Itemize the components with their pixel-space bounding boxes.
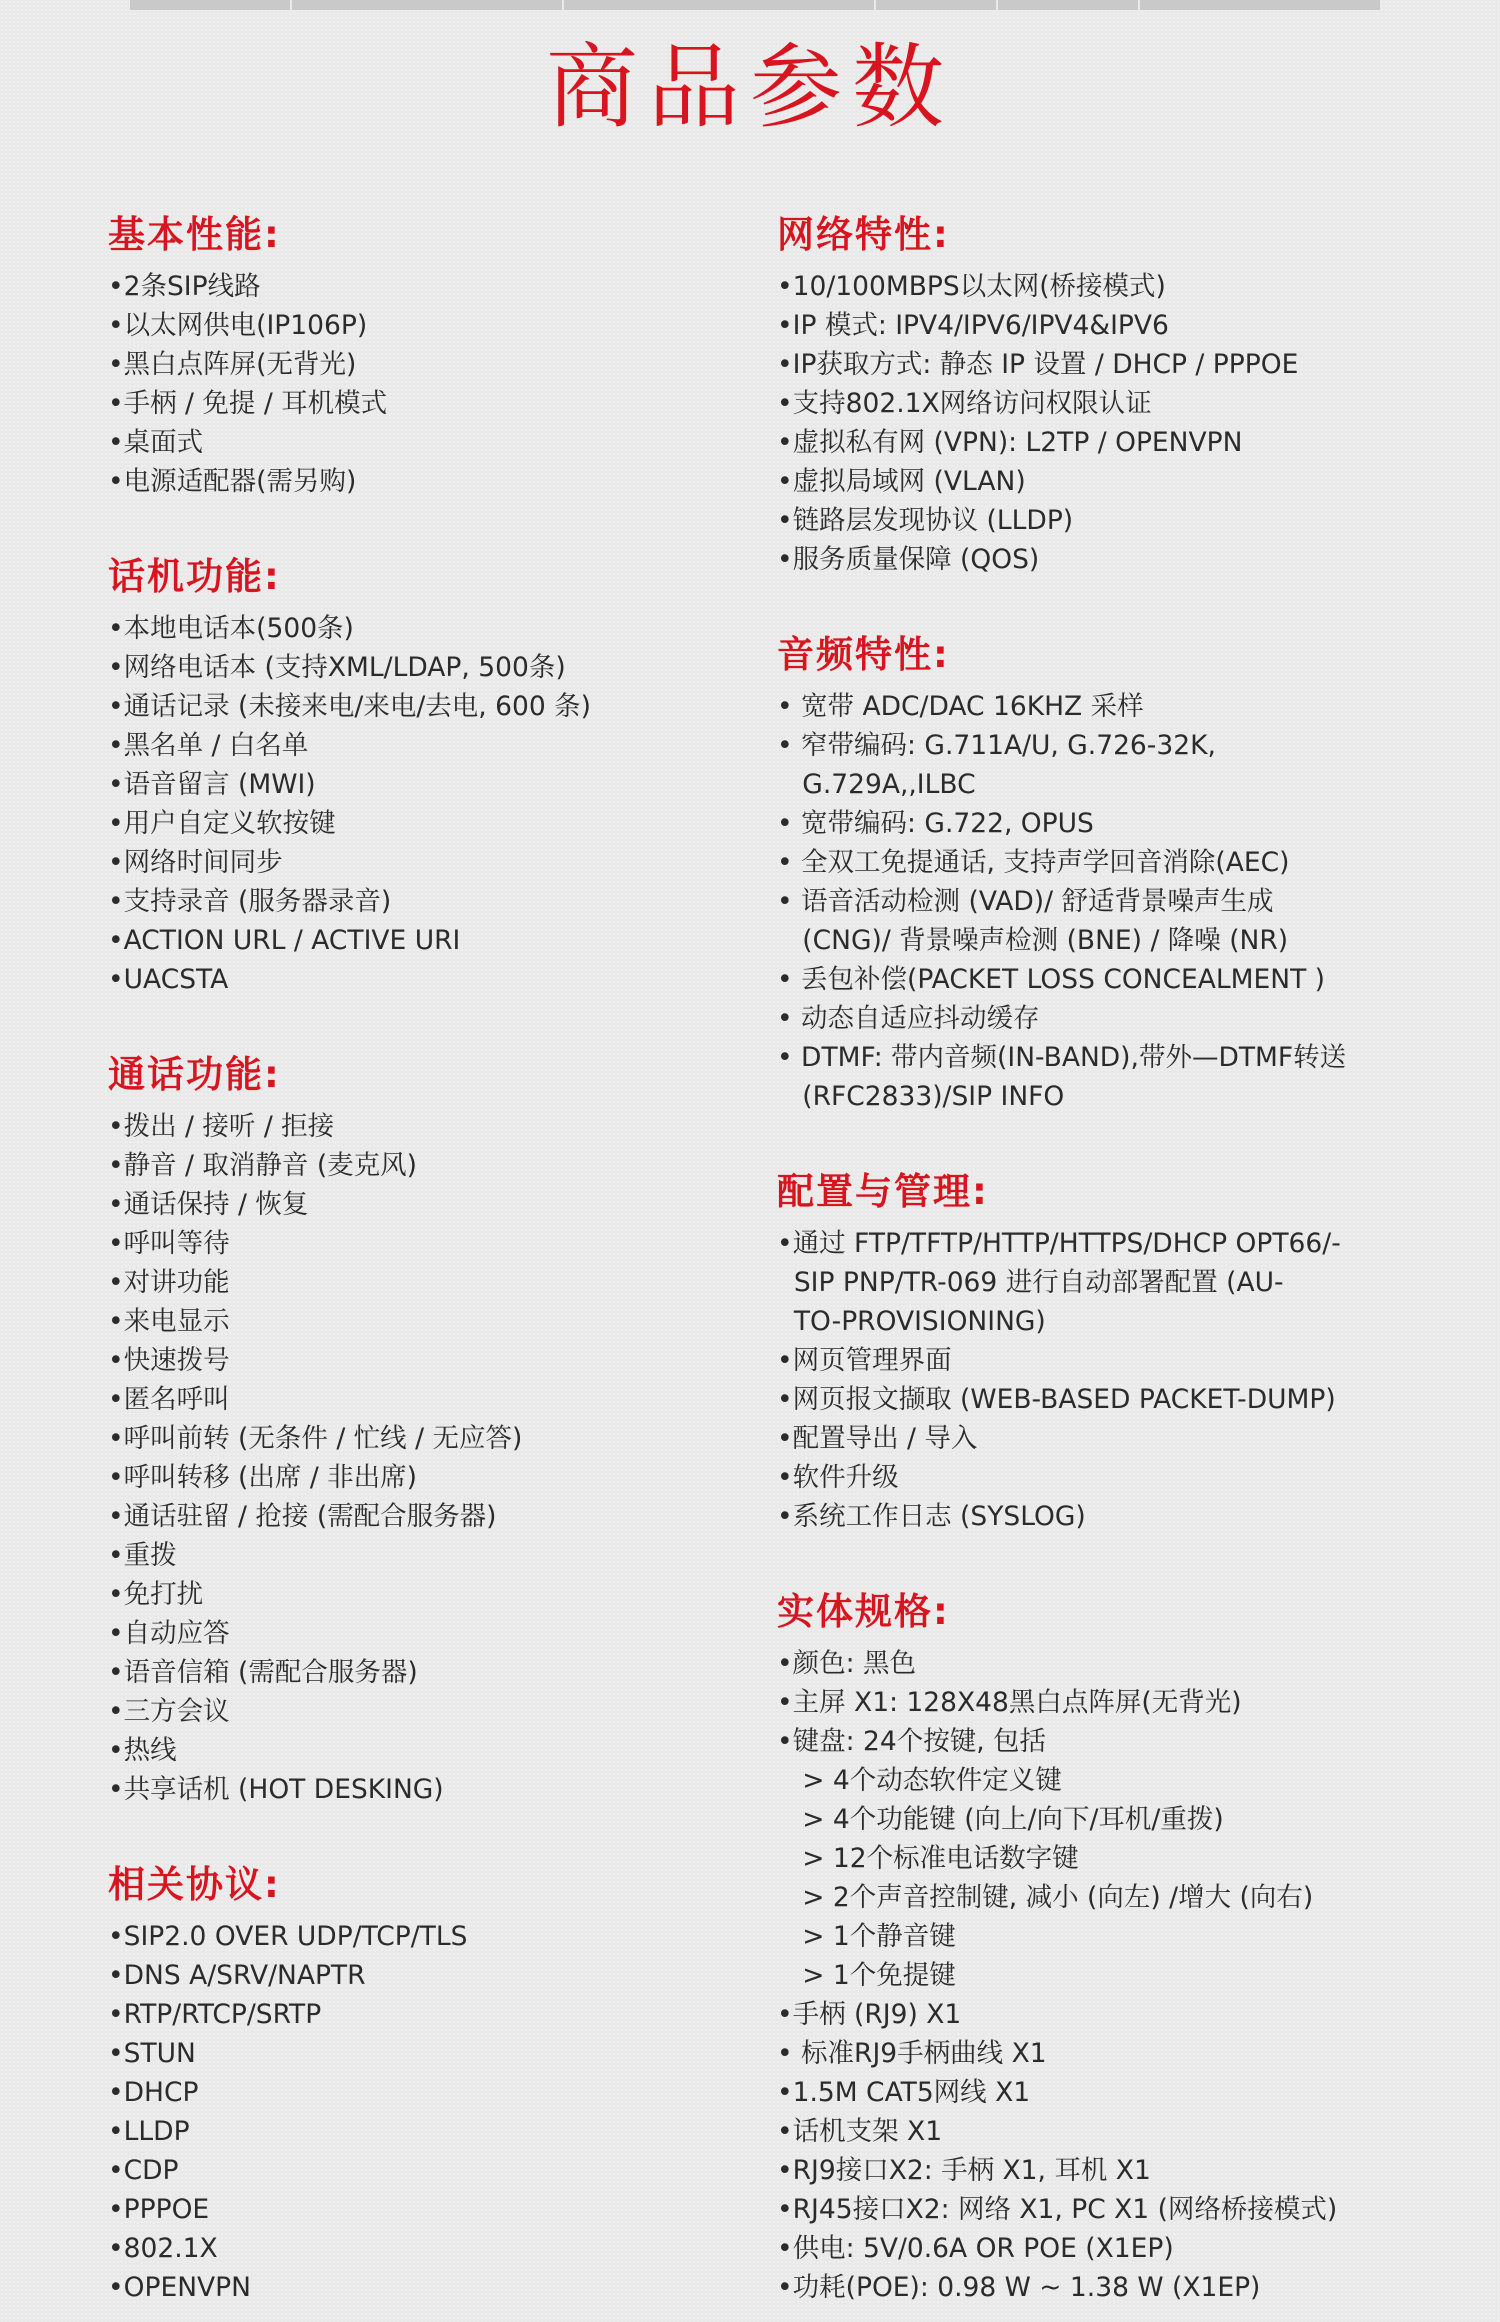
- spec-item: • 窄带编码: G.711A/U, G.726-32K,: [777, 730, 1216, 761]
- top-bar-segment: [130, 0, 290, 10]
- spec-item: •免打扰: [108, 1579, 204, 1610]
- spec-item: •SIP2.0 OVER UDP/TCP/TLS: [108, 1921, 468, 1952]
- spec-item: > 12个标准电话数字键: [777, 1843, 1079, 1874]
- spec-item: •通话记录 (未接来电/来电/去电, 600 条): [108, 691, 591, 722]
- spec-item: •桌面式: [108, 427, 204, 458]
- spec-item: SIP PNP/TR-069 进行自动部署配置 (AU-: [777, 1267, 1284, 1298]
- section-spacer: [777, 579, 1477, 625]
- spec-item: •呼叫转移 (出席 / 非出席): [108, 1462, 418, 1493]
- spec-item: •ACTION URL / ACTIVE URI: [108, 925, 461, 956]
- spec-item: •10/100MBPS以太网(桥接模式): [777, 271, 1166, 302]
- spec-item: •黑名单 / 白名单: [108, 730, 309, 761]
- left-column: [108, 205, 748, 2307]
- spec-item: •服务质量保障 (QOS): [777, 544, 1040, 575]
- spec-item: •IP获取方式: 静态 IP 设置 / DHCP / PPPOE: [777, 349, 1299, 380]
- spec-item: •手柄 (RJ9) X1: [777, 1999, 962, 2030]
- spec-section: [777, 1582, 1477, 2307]
- spec-item: •网络电话本 (支持XML/LDAP, 500条): [108, 652, 566, 683]
- top-divider-bar: [130, 0, 1390, 10]
- spec-item: •系统工作日志 (SYSLOG): [777, 1501, 1086, 1532]
- top-bar-segment: [564, 0, 874, 10]
- spec-item: •支持802.1X网络访问权限认证: [777, 388, 1152, 419]
- spec-list: [777, 267, 1477, 579]
- spec-item: •匿名呼叫: [108, 1384, 230, 1415]
- spec-item: •IP 模式: IPV4/IPV6/IPV4&IPV6: [777, 310, 1169, 341]
- spec-item: •电源适配器(需另购): [108, 466, 357, 497]
- spec-item: • 宽带 ADC/DAC 16KHZ 采样: [777, 691, 1144, 722]
- spec-item: •RTP/RTCP/SRTP: [108, 1999, 322, 2030]
- section-spacer: [108, 501, 748, 547]
- spec-item: •虚拟局域网 (VLAN): [777, 466, 1026, 497]
- spec-item: •DHCP: [108, 2077, 199, 2108]
- section-heading: 音频特性:: [777, 633, 950, 676]
- spec-section: [108, 1045, 748, 1809]
- spec-list: [777, 1644, 1477, 2307]
- spec-item: •DNS A/SRV/NAPTR: [108, 1960, 366, 1991]
- section-spacer: [777, 1116, 1477, 1162]
- spec-item: • 丢包补偿(PACKET LOSS CONCEALMENT ): [777, 964, 1326, 995]
- spec-item: • 标准RJ9手柄曲线 X1: [777, 2038, 1047, 2069]
- spec-item: > 4个动态软件定义键: [777, 1765, 1062, 1796]
- spec-item: •通过 FTP/TFTP/HTTP/HTTPS/DHCP OPT66/-: [777, 1228, 1341, 1259]
- spec-list: [108, 609, 748, 999]
- spec-item: • 语音活动检测 (VAD)/ 舒适背景噪声生成: [777, 886, 1274, 917]
- spec-item: •快速拨号: [108, 1345, 230, 1376]
- top-bar-segment: [998, 0, 1138, 10]
- spec-item: G.729A,,ILBC: [777, 769, 976, 800]
- section-heading: 实体规格:: [777, 1590, 950, 1633]
- spec-item: •RJ45接口X2: 网络 X1, PC X1 (网络桥接模式): [777, 2194, 1338, 2225]
- spec-item: •802.1X: [108, 2233, 218, 2264]
- spec-item: > 2个声音控制键, 减小 (向左) /增大 (向右): [777, 1882, 1314, 1913]
- spec-item: •PPPOE: [108, 2194, 210, 2225]
- spec-item: > 4个功能键 (向上/向下/耳机/重拨): [777, 1804, 1224, 1835]
- section-heading: 通话功能:: [108, 1053, 281, 1096]
- top-bar-segment: [292, 0, 562, 10]
- spec-list: [777, 687, 1477, 1116]
- spec-item: •话机支架 X1: [777, 2116, 943, 2147]
- page-title: 商品参数: [545, 34, 954, 141]
- spec-item: •语音留言 (MWI): [108, 769, 316, 800]
- spec-item: •呼叫前转 (无条件 / 忙线 / 无应答): [108, 1423, 523, 1454]
- spec-item: •网络时间同步: [108, 847, 283, 878]
- spec-item: •支持录音 (服务器录音): [108, 886, 392, 917]
- spec-item: •用户自定义软按键: [108, 808, 336, 839]
- spec-list: [108, 267, 748, 501]
- section-heading: 网络特性:: [777, 213, 950, 256]
- spec-item: •1.5M CAT5网线 X1: [777, 2077, 1031, 2108]
- spec-item: •UACSTA: [108, 964, 229, 995]
- spec-item: •键盘: 24个按键, 包括: [777, 1726, 1047, 1757]
- section-heading: 基本性能:: [108, 213, 281, 256]
- spec-item: •通话保持 / 恢复: [108, 1189, 309, 1220]
- section-heading: 话机功能:: [108, 555, 281, 598]
- spec-section: [108, 547, 748, 999]
- spec-item: •对讲功能: [108, 1267, 230, 1298]
- spec-item: • 全双工免提通话, 支持声学回音消除(AEC): [777, 847, 1290, 878]
- spec-item: •主屏 X1: 128X48黑白点阵屏(无背光): [777, 1687, 1242, 1718]
- spec-item: • 动态自适应抖动缓存: [777, 1003, 1040, 1034]
- section-heading: 相关协议:: [108, 1863, 281, 1906]
- spec-item: •热线: [108, 1735, 177, 1766]
- spec-item: •来电显示: [108, 1306, 230, 1337]
- spec-item: •通话驻留 / 抢接 (需配合服务器): [108, 1501, 497, 1532]
- spec-item: •以太网供电(IP106P): [108, 310, 368, 341]
- spec-item: •配置导出 / 导入: [777, 1423, 978, 1454]
- spec-section: [777, 625, 1477, 1116]
- spec-item: •手柄 / 免提 / 耳机模式: [108, 388, 388, 419]
- spec-item: (RFC2833)/SIP INFO: [777, 1081, 1065, 1112]
- spec-section: [108, 1855, 748, 2307]
- spec-item: > 1个免提键: [777, 1960, 956, 1991]
- spec-section: [108, 205, 748, 501]
- spec-item: •网页管理界面: [777, 1345, 952, 1376]
- spec-item: > 1个静音键: [777, 1921, 956, 1952]
- section-heading: 配置与管理:: [777, 1170, 989, 1213]
- spec-list: [108, 1107, 748, 1809]
- spec-item: •软件升级: [777, 1462, 899, 1493]
- spec-item: •自动应答: [108, 1618, 230, 1649]
- spec-item: •功耗(POE): 0.98 W ~ 1.38 W (X1EP): [777, 2272, 1261, 2303]
- spec-item: •STUN: [108, 2038, 196, 2069]
- spec-item: •网页报文撷取 (WEB-BASED PACKET-DUMP): [777, 1384, 1336, 1415]
- spec-item: •2条SIP线路: [108, 271, 261, 302]
- spec-item: • 宽带编码: G.722, OPUS: [777, 808, 1094, 839]
- spec-item: •本地电话本(500条): [108, 613, 354, 644]
- spec-item: •CDP: [108, 2155, 179, 2186]
- right-column: [777, 205, 1477, 2307]
- spec-item: •三方会议: [108, 1696, 230, 1727]
- spec-item: •供电: 5V/0.6A OR POE (X1EP): [777, 2233, 1174, 2264]
- top-bar-segment: [876, 0, 996, 10]
- spec-item: •语音信箱 (需配合服务器): [108, 1657, 418, 1688]
- spec-item: •黑白点阵屏(无背光): [108, 349, 357, 380]
- spec-item: •OPENVPN: [108, 2272, 251, 2303]
- spec-item: •拨出 / 接听 / 拒接: [108, 1111, 335, 1142]
- section-spacer: [108, 1809, 748, 1855]
- spec-item: (CNG)/ 背景噪声检测 (BNE) / 降噪 (NR): [777, 925, 1289, 956]
- spec-item: •RJ9接口X2: 手柄 X1, 耳机 X1: [777, 2155, 1151, 2186]
- spec-section: [777, 1162, 1477, 1536]
- spec-item: •共享话机 (HOT DESKING): [108, 1774, 444, 1805]
- spec-item: TO-PROVISIONING): [777, 1306, 1046, 1337]
- spec-item: •链路层发现协议 (LLDP): [777, 505, 1074, 536]
- spec-item: •LLDP: [108, 2116, 190, 2147]
- spec-item: •呼叫等待: [108, 1228, 230, 1259]
- spec-item: •静音 / 取消静音 (麦克风): [108, 1150, 418, 1181]
- spec-item: •重拨: [108, 1540, 177, 1571]
- spec-item: •颜色: 黑色: [777, 1648, 916, 1679]
- top-bar-segment: [1140, 0, 1380, 10]
- section-spacer: [108, 999, 748, 1045]
- spec-item: •虚拟私有网 (VPN): L2TP / OPENVPN: [777, 427, 1243, 458]
- section-spacer: [777, 1536, 1477, 1582]
- spec-list: [108, 1917, 748, 2307]
- spec-item: • DTMF: 带内音频(IN-BAND),带外—DTMF转送: [777, 1042, 1347, 1073]
- spec-section: [777, 205, 1477, 579]
- spec-list: [777, 1224, 1477, 1536]
